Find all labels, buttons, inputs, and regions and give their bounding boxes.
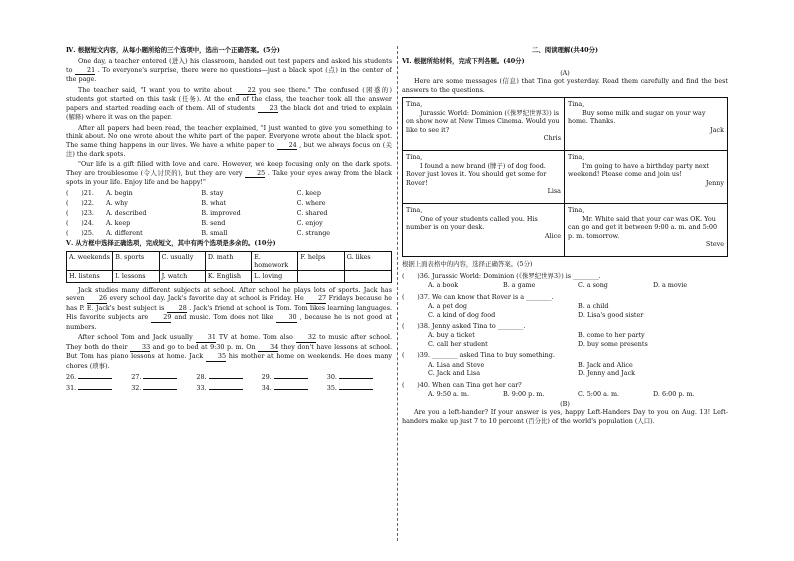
- message-to: Tina,: [568, 100, 585, 109]
- word-bank-item: F. helps: [298, 252, 344, 272]
- answer-number: 35.: [326, 384, 337, 393]
- answer-option: A. Lisa and Steve: [428, 360, 485, 369]
- part4-paragraph: The teacher said, "I want you to write about 22 you see there." The confused (困惑的) students got started on this task (任务). At the end of the class, the teacher took all the answer papers and started reading each of them. All of students 23 the black dot and tried to explain (解释) where it was on the paper.: [66, 85, 392, 122]
- message-from: Steve: [705, 240, 724, 249]
- part5-title: Ⅴ. 从方框中选择正确选项，完成短文，其中有两个选项是多余的。(10分): [66, 239, 276, 248]
- answer-number: 31.: [66, 384, 77, 393]
- right-column: [402, 46, 728, 549]
- blank-26: 26: [87, 294, 107, 303]
- part4-questions: [66, 189, 392, 237]
- option-a: A. begin: [106, 188, 133, 197]
- question-options: [402, 361, 728, 378]
- answer-option: B. a game: [503, 281, 536, 290]
- answer-row-2: [66, 384, 392, 392]
- word-bank-item: L. loving: [252, 271, 298, 281]
- option-b: B. stay: [201, 188, 224, 197]
- reading-instruction: 根据上面表格中的内容，选择正确答案。(5分): [402, 260, 533, 269]
- section-b-text: Are you a left-hander? If your answer is yes, happy Left-Handers Day to you on Aug. 13! Left-handers make up just 7 to 10 percent (百分比) of the world's population (人口).: [402, 408, 728, 425]
- answer-option: C. 5:00 a. m.: [578, 390, 620, 399]
- answer-number: 26.: [66, 372, 77, 381]
- answer-option: A. buy a ticket: [428, 331, 475, 340]
- message-cell: [565, 98, 727, 151]
- answer-slot: [196, 373, 261, 381]
- answer-slot: [66, 373, 131, 381]
- option-a: A. described: [106, 208, 147, 217]
- answer-option: C. call her student: [428, 339, 488, 348]
- blank-33: 33: [130, 343, 150, 352]
- message-to: Tina,: [406, 206, 423, 215]
- question-number: ( )22.: [66, 198, 94, 207]
- blank-29: 29: [151, 313, 171, 322]
- option-a: A. why: [106, 198, 128, 207]
- answer-option: B. Jack and Alice: [578, 360, 633, 369]
- answer-number: 30.: [326, 372, 337, 381]
- reading-questions: [402, 272, 728, 399]
- message-cell: [565, 204, 727, 256]
- word-bank-item: G. likes: [345, 252, 391, 272]
- answer-option: B. 9:00 p. m.: [503, 390, 545, 399]
- answer-slot: [131, 373, 196, 381]
- question-options: [402, 390, 728, 398]
- answer-number: 27.: [131, 372, 142, 381]
- answer-slot: [262, 373, 327, 381]
- answer-line[interactable]: [143, 378, 177, 379]
- question-row: [66, 199, 392, 207]
- answer-line[interactable]: [339, 378, 373, 379]
- answer-line[interactable]: [78, 389, 112, 390]
- left-column: [66, 46, 392, 549]
- message-table: [402, 97, 728, 257]
- option-b: B. what: [201, 198, 227, 207]
- message-body: One of your students called you. His number is on your desk.: [406, 214, 538, 232]
- reading-intro: Here are some messages (信息) that Tina got yesterday. Read them carefully and find the best answers to the questions.: [402, 77, 728, 94]
- message-from: Jack: [710, 125, 724, 134]
- answer-option: A. a pet dog: [428, 302, 468, 311]
- blank-28: 28: [167, 304, 187, 313]
- answer-option: D. 6:00 p. m.: [653, 390, 695, 399]
- word-bank-empty: [345, 271, 391, 281]
- word-bank-item: I. lessons: [113, 271, 159, 281]
- question-stem: ( )38. Jenny asked Tina to ________.: [402, 321, 526, 330]
- word-bank-item: H. listens: [67, 271, 113, 281]
- question-options: [402, 302, 728, 319]
- blank-27: 27: [306, 294, 326, 303]
- message-cell: [403, 151, 565, 204]
- answer-number: 33.: [196, 384, 207, 393]
- part4-paragraph: After all papers had been read, the teacher explained, "I just wanted to give you something to think about. No one wrote about the white part of the paper. Everyone wrote about the black spot. The same thing happens in our lives. We have a white paper to 24 , but we always focus on (关注) the dark spots.: [66, 123, 392, 158]
- question-stem: ( )36. Jurassic World: Dominion (《侏罗纪世界3》) is ________.: [402, 271, 601, 280]
- question-stem: ( )39. ________ asked Tina to buy something.: [402, 351, 555, 360]
- answer-option: C. a kind of dog food: [428, 310, 496, 319]
- blank-21: 21: [75, 66, 95, 75]
- question-row: [66, 189, 392, 197]
- answer-slot: [66, 384, 131, 392]
- answer-option: D. a movie: [653, 281, 688, 290]
- section-a-label: (A): [560, 68, 570, 77]
- option-c: C. keep: [296, 188, 321, 197]
- word-bank-item: J. watch: [160, 271, 206, 281]
- word-bank-item: D. math: [206, 252, 252, 272]
- blank-34: 34: [258, 343, 278, 352]
- option-a: A. different: [106, 228, 143, 237]
- message-to: Tina,: [406, 100, 423, 109]
- word-bank-item: B. sports: [113, 252, 159, 272]
- option-b: B. small: [201, 228, 228, 237]
- part5-paragraph: Jack studies many different subjects at school. After school he plays lots of sports. Jack has seven 26 every school day. Jack's favorite day at school is Friday. He 27 Fridays because he has P. E. Jack's best subject is 28 . Jack's friend at school is Tom. Tom likes learning languages. His favorite subjects are 29 and music. Tom does not like 30 , because he is not good at numbers.: [66, 285, 392, 331]
- blank-32: 32: [296, 333, 316, 342]
- part4-paragraph: One day, a teacher entered (进入) his classroom, handed out test papers and asked his students to 21 . To everyone's surprise, there were no questions—just a black spot (点) in the center of the page.: [66, 57, 392, 84]
- part5-paragraph: After school Tom and Jack usually 31 TV at home. Tom also 32 to music after school. They both do their 33 and go to bed at 9:30 p. m. On 34 they don't have lessons at school. But Tom has piano lessons at home. Jack 35 his mother at home on weekends. He does many chores (琐事).: [66, 333, 392, 370]
- part5-passage: [66, 286, 392, 370]
- answer-slot: [131, 384, 196, 392]
- answer-option: D. Jenny and Jack: [578, 369, 636, 378]
- blank-23: 23: [258, 104, 278, 113]
- question-number: ( )24.: [66, 218, 94, 227]
- part4-title: Ⅳ. 根据短文内容，从每小题所给的三个选项中，选出一个正确答案。(5分): [66, 46, 280, 54]
- word-bank-item: C. usually: [160, 252, 206, 272]
- word-bank-item: K. English: [206, 271, 252, 281]
- answer-option: B. come to her party: [578, 331, 645, 340]
- answer-number: 34.: [261, 384, 272, 393]
- question-number: ( )21.: [66, 188, 94, 197]
- message-body: I found a new brand (牌子) of dog food. Rover just loves it. You should get some for Rover!: [406, 161, 547, 187]
- part4-passage: [66, 57, 392, 186]
- message-body: Mr. White said that your car was OK. You can go and get it between 9:00 a. m. and 5:00 p. m. tomorrow.: [568, 214, 718, 240]
- answer-line[interactable]: [209, 378, 243, 379]
- blank-31: 31: [196, 333, 216, 342]
- blank-25: 25: [245, 169, 265, 178]
- answer-number: 32.: [131, 384, 142, 393]
- message-cell: [403, 204, 565, 256]
- message-body: I'm going to have a birthday party next weekend! Please come and join us!: [568, 161, 709, 179]
- question-row: [66, 229, 392, 237]
- answer-line[interactable]: [209, 389, 243, 390]
- question-number: ( )23.: [66, 208, 94, 217]
- option-c: C. enjoy: [296, 218, 323, 227]
- question-options: [402, 281, 728, 289]
- blank-35: 35: [206, 352, 226, 361]
- answer-option: D. buy some presents: [578, 339, 648, 348]
- option-c: C. shared: [296, 208, 328, 217]
- message-body: Jurassic World: Dominion (《侏罗纪世界3》) is on show now at New Times Cinema. Would you like to see it?: [406, 108, 560, 134]
- question-row: [66, 219, 392, 227]
- question-number: ( )25.: [66, 228, 94, 237]
- option-c: C. where: [296, 198, 326, 207]
- blank-30: 30: [276, 313, 296, 322]
- blank-22: 22: [236, 86, 256, 95]
- answer-number: 28.: [196, 372, 207, 381]
- answer-slot: [327, 384, 392, 392]
- blank-24: 24: [277, 141, 297, 150]
- message-to: Tina,: [568, 153, 585, 162]
- answer-line[interactable]: [143, 389, 177, 390]
- message-from: Alice: [544, 231, 561, 240]
- option-b: B. improved: [201, 208, 241, 217]
- part4-paragraph: "Our life is a gift filled with love and care. However, we keep focusing only on the dark spots. They are troublesome (令人讨厌的), but they are very 25 . Take your eyes away from the black spots in your life. Enjoy life and be happy!": [66, 160, 392, 187]
- option-a: A. keep: [106, 218, 131, 227]
- answer-number: 29.: [261, 372, 272, 381]
- question-stem: ( )40. When can Tina get her car?: [402, 380, 522, 389]
- answer-line[interactable]: [274, 378, 308, 379]
- reading-title: Ⅵ. 根据所给材料，完成下列各题。(40分): [402, 57, 525, 66]
- option-c: C. strange: [296, 228, 331, 237]
- answer-line[interactable]: [274, 389, 308, 390]
- section-b-label: (B): [560, 399, 570, 408]
- answer-line[interactable]: [339, 389, 373, 390]
- message-from: Lisa: [547, 187, 561, 196]
- message-to: Tina,: [406, 153, 423, 162]
- answer-option: C. Jack and Lisa: [428, 369, 481, 378]
- column-divider: [397, 46, 398, 541]
- answer-slot: [196, 384, 261, 392]
- answer-line[interactable]: [78, 378, 112, 379]
- answer-option: B. a child: [578, 302, 609, 311]
- message-from: Jenny: [705, 178, 724, 187]
- answer-slot: [262, 384, 327, 392]
- answer-option: D. Lisa's good sister: [578, 310, 644, 319]
- answer-row-1: [66, 373, 392, 381]
- reading-header: 二、阅读理解(共40分): [531, 46, 599, 54]
- answer-option: C. a song: [578, 281, 608, 290]
- answer-option: A. 9:50 a. m.: [428, 390, 470, 399]
- message-cell: [403, 98, 565, 151]
- question-row: [66, 209, 392, 217]
- answer-slot: [327, 373, 392, 381]
- word-bank: [66, 251, 392, 283]
- word-bank-item: E. homework: [252, 252, 298, 272]
- message-body: Buy some milk and sugar on your way home. Thanks.: [568, 108, 706, 126]
- answer-option: A. a book: [428, 281, 459, 290]
- question-stem: ( )37. We can know that Rover is a ________.: [402, 292, 554, 301]
- message-to: Tina,: [568, 206, 585, 215]
- message-from: Chris: [543, 134, 561, 143]
- question-options: [402, 331, 728, 348]
- word-bank-item: A. weekends: [67, 252, 113, 272]
- option-b: B. send: [201, 218, 226, 227]
- message-cell: [565, 151, 727, 204]
- word-bank-empty: [298, 271, 344, 281]
